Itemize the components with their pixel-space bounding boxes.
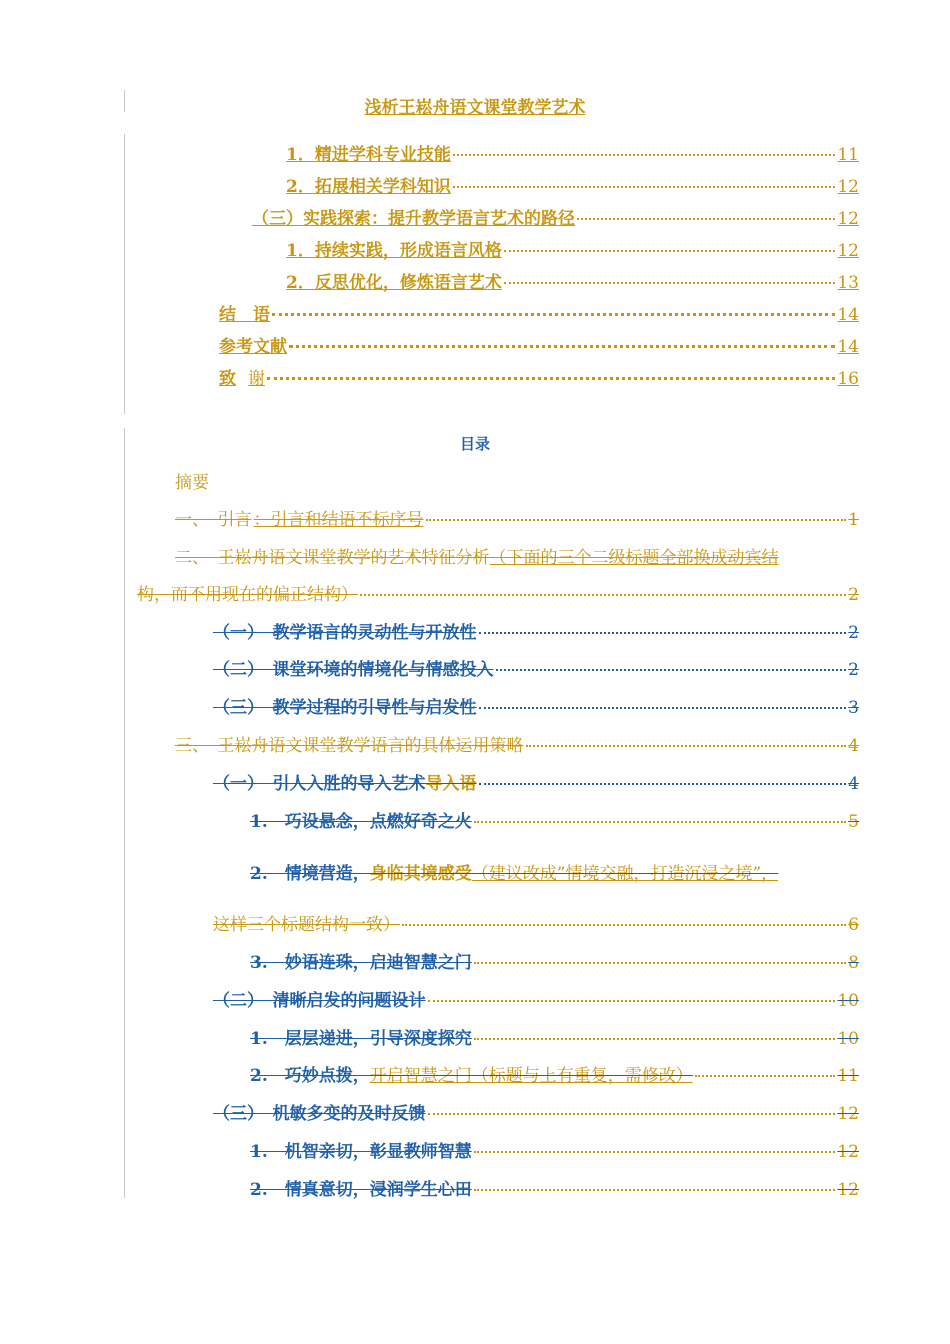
leader-dots	[504, 250, 836, 252]
leader-dots	[479, 707, 847, 709]
toc-entry[interactable]: 1．持续实践，形成语言风格 12	[286, 241, 859, 261]
leader-dots	[289, 345, 835, 348]
revision-bar	[124, 134, 125, 414]
leader-dots	[474, 1151, 836, 1153]
toc-entry-continuation[interactable]: 构，而不用现在的偏正结构） 2	[137, 585, 859, 605]
toc-entry[interactable]: 1. 层层递进，引导深度探究 10	[250, 1029, 859, 1049]
toc-entry-continuation[interactable]: 这样三个标题结构一致） 6	[213, 915, 859, 935]
toc-entry[interactable]: 1．精进学科专业技能 11	[286, 145, 859, 165]
toc-entry[interactable]: 2. 情境营造， 身临其境感受 （建议改成”情境交融，打造沉浸之境”，	[250, 864, 779, 884]
leader-dots	[428, 1000, 836, 1002]
toc-entry[interactable]: 3. 妙语连珠，启迪智慧之门 8	[250, 953, 859, 973]
toc-entry[interactable]: 致 谢 16	[219, 369, 859, 389]
leader-dots	[577, 218, 835, 220]
leader-dots	[272, 313, 835, 316]
revision-bar	[124, 428, 125, 1198]
document-header-title: 浅析王崧舟语文课堂教学艺术	[364, 98, 586, 118]
toc-entry[interactable]: 2. 情真意切，浸润学生心田 12	[250, 1180, 859, 1200]
leader-dots	[496, 669, 847, 671]
leader-dots	[426, 519, 847, 521]
leader-dots	[479, 632, 847, 634]
toc-heading: 目录	[459, 435, 490, 453]
toc-entry[interactable]: （二） 课堂环境的情境化与情感投入 2	[213, 660, 859, 680]
toc-entry[interactable]: 2. 巧妙点拨， 开启智慧之门（标题与上有重复，需修改） 11	[250, 1066, 859, 1086]
toc-entry[interactable]: 2．拓展相关学科知识 12	[286, 177, 859, 197]
leader-dots	[474, 962, 846, 964]
leader-dots	[453, 154, 836, 156]
toc-entry[interactable]: 结 语 14	[219, 305, 859, 325]
toc-entry[interactable]: 2．反思优化，修炼语言艺术 13	[286, 273, 859, 293]
leader-dots	[453, 186, 836, 188]
leader-dots	[474, 821, 846, 823]
toc-entry[interactable]: 二、 王崧舟语文课堂教学的艺术特征分析 （下面的三个二级标题全部换成动宾结	[175, 548, 779, 568]
leader-dots	[695, 1075, 836, 1077]
leader-dots	[267, 377, 835, 380]
toc-abstract[interactable]: 摘要	[175, 473, 209, 493]
leader-dots	[428, 1113, 836, 1115]
toc-entry[interactable]: （一） 引人入胜的导入艺术 导入语 4	[213, 774, 859, 794]
leader-dots	[526, 745, 847, 747]
leader-dots	[504, 282, 836, 284]
leader-dots	[402, 924, 846, 926]
leader-dots	[360, 594, 846, 596]
leader-dots	[479, 783, 847, 785]
toc-entry[interactable]: 1. 机智亲切，彰显教师智慧 12	[250, 1142, 859, 1162]
toc-entry[interactable]: （三） 教学过程的引导性与启发性 3	[213, 698, 859, 718]
toc-entry[interactable]: 1. 巧设悬念，点燃好奇之火 5	[250, 812, 859, 832]
toc-entry[interactable]: （一） 教学语言的灵动性与开放性 2	[213, 623, 859, 643]
toc-entry[interactable]: （三） 机敏多变的及时反馈 12	[213, 1104, 859, 1124]
leader-dots	[474, 1038, 836, 1040]
toc-entry[interactable]: （二） 清晰启发的问题设计 10	[213, 991, 859, 1011]
leader-dots	[474, 1189, 836, 1191]
toc-entry[interactable]: 三、 王崧舟语文课堂教学语言的具体运用策略 4	[175, 736, 859, 756]
toc-entry[interactable]: 一、 引言 ：引言和结语不标序号 1	[175, 510, 859, 530]
toc-entry[interactable]: 参考文献 14	[219, 337, 859, 357]
toc-entry[interactable]: （三）实践探索：提升教学语言艺术的路径 12	[252, 209, 859, 229]
